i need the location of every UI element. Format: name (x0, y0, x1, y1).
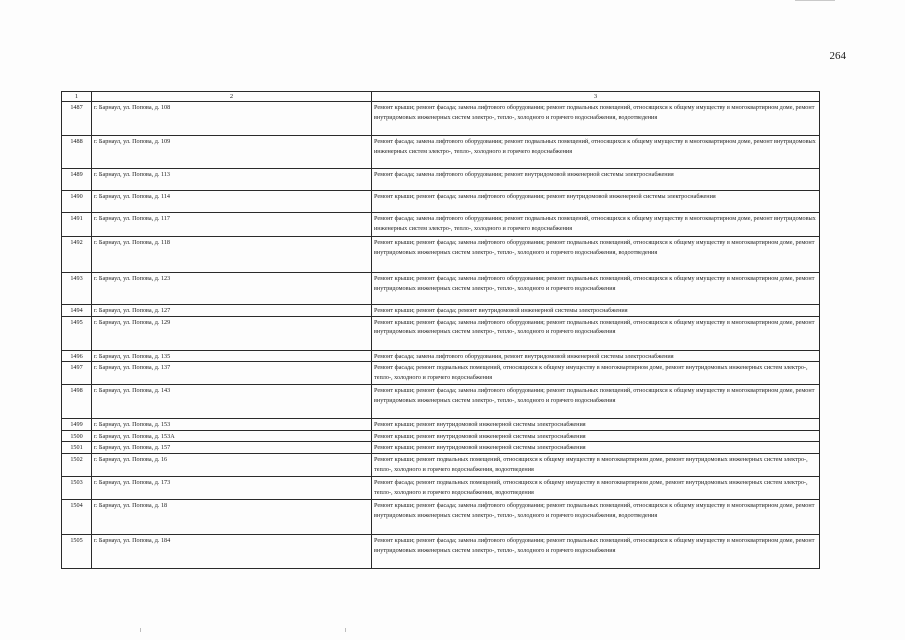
row-works: Ремонт крыши; ремонт фасада; замена лифтового оборудования; ремонт подвальных помещений, относящихся к общему имуществу в многоквартирном доме, ремонт внутридомовых инженерных систем электро-, тепло-, холодного и горячего водоснабжения (372, 316, 820, 350)
row-works: Ремонт фасада; ремонт подвальных помещений, относящихся к общему имуществу в многоквартирном доме, ремонт внутридомовых инженерных систем электро-, тепло-, холодного и горячего водоснабжения, водоотведения (372, 476, 820, 499)
row-works: Ремонт крыши; ремонт фасада; замена лифтового оборудования; ремонт подвальных помещений, относящихся к общему имуществу в многоквартирном доме, ремонт внутридомовых инженерных систем электро-, тепло-, холодного и горячего водоснабжения, водоотведения (372, 499, 820, 534)
header-col-2: 2 (92, 92, 372, 102)
table-row (62, 442, 820, 454)
table-row (62, 316, 820, 350)
row-works: Ремонт крыши; ремонт внутридомовой инженерной системы электроснабжения (372, 430, 820, 442)
scan-edge-mark (795, 0, 835, 1)
row-address: г. Барнаул, ул. Попова, д. 18 (92, 499, 372, 534)
bottom-scan-marks (0, 628, 905, 636)
row-number: 1502 (62, 453, 92, 476)
table-row (62, 362, 820, 385)
row-number: 1500 (62, 430, 92, 442)
scan-tick (345, 628, 346, 632)
table-header-row (62, 92, 820, 102)
table-row (62, 237, 820, 273)
table-row (62, 419, 820, 431)
row-number: 1491 (62, 213, 92, 237)
row-address: г. Барнаул, ул. Попова, д. 135 (92, 350, 372, 362)
table-row (62, 191, 820, 213)
row-works: Ремонт фасада; замена лифтового оборудования; ремонт подвальных помещений, относящихся к общему имуществу в многоквартирном доме, ремонт внутридомовых инженерных систем электро-, тепло-, холодного и горячего водоснабжения (372, 136, 820, 169)
row-works: Ремонт крыши; ремонт подвальных помещений, относящихся к общему имуществу в многоквартирном доме, ремонт внутридомовых инженерных систем электро-, тепло-, холодного и горячего водоснабжения, водоотведения (372, 453, 820, 476)
row-number: 1494 (62, 305, 92, 317)
table-row (62, 385, 820, 419)
row-number: 1499 (62, 419, 92, 431)
header-col-3: 3 (372, 92, 820, 102)
table-row (62, 305, 820, 317)
table-row (62, 169, 820, 191)
row-works: Ремонт крыши; ремонт фасада; замена лифтового оборудования; ремонт подвальных помещений, относящихся к общему имуществу в многоквартирном доме, ремонт внутридомовых инженерных систем электро-, тепло-, холодного и горячего водоснабжения (372, 534, 820, 568)
table-row (62, 499, 820, 534)
row-address: г. Барнаул, ул. Попова, д. 153А (92, 430, 372, 442)
row-address: г. Барнаул, ул. Попова, д. 108 (92, 102, 372, 136)
table-row (62, 136, 820, 169)
row-number: 1492 (62, 237, 92, 273)
row-address: г. Барнаул, ул. Попова, д. 137 (92, 362, 372, 385)
row-address: г. Барнаул, ул. Попова, д. 118 (92, 237, 372, 273)
row-works: Ремонт крыши; ремонт фасада; замена лифтового оборудования; ремонт подвальных помещений, относящихся к общему имуществу в многоквартирном доме, ремонт внутридомовых инженерных систем электро-, тепло-, холодного и горячего водоснабжения (372, 385, 820, 419)
table-row (62, 430, 820, 442)
row-number: 1496 (62, 350, 92, 362)
header-col-1: 1 (62, 92, 92, 102)
row-address: г. Барнаул, ул. Попова, д. 157 (92, 442, 372, 454)
housing-repair-table (61, 91, 820, 569)
row-address: г. Барнаул, ул. Попова, д. 109 (92, 136, 372, 169)
page-number: 264 (829, 50, 846, 62)
row-number: 1504 (62, 499, 92, 534)
scan-tick (140, 628, 141, 632)
row-number: 1501 (62, 442, 92, 454)
row-address: г. Барнаул, ул. Попова, д. 129 (92, 316, 372, 350)
row-works: Ремонт фасада; замена лифтового оборудования; ремонт внутридомовой инженерной системы электроснабжения (372, 169, 820, 191)
table-row (62, 213, 820, 237)
table-row (62, 350, 820, 362)
row-address: г. Барнаул, ул. Попова, д. 123 (92, 273, 372, 305)
row-number: 1495 (62, 316, 92, 350)
row-address: г. Барнаул, ул. Попова, д. 153 (92, 419, 372, 431)
row-address: г. Барнаул, ул. Попова, д. 16 (92, 453, 372, 476)
row-works: Ремонт крыши; ремонт фасада; замена лифтового оборудования; ремонт внутридомовой инженерной системы электроснабжения (372, 191, 820, 213)
row-address: г. Барнаул, ул. Попова, д. 143 (92, 385, 372, 419)
row-number: 1497 (62, 362, 92, 385)
table-row (62, 476, 820, 499)
row-works: Ремонт фасада; ремонт подвальных помещений, относящихся к общему имуществу в многоквартирном доме, ремонт внутридомовых инженерных систем электро-, тепло-, холодного и горячего водоснабжения (372, 362, 820, 385)
table-row (62, 534, 820, 568)
row-address: г. Барнаул, ул. Попова, д. 114 (92, 191, 372, 213)
row-works: Ремонт крыши; ремонт фасада; замена лифтового оборудования; ремонт подвальных помещений, относящихся к общему имуществу в многоквартирном доме, ремонт внутридомовых инженерных систем электро-, тепло-, холодного и горячего водоснабжения, водоотведения (372, 237, 820, 273)
row-address: г. Барнаул, ул. Попова, д. 117 (92, 213, 372, 237)
row-works: Ремонт фасада; замена лифтового оборудования, ремонт внутридомовой инженерной системы электроснабжения (372, 350, 820, 362)
row-number: 1505 (62, 534, 92, 568)
table-row (62, 453, 820, 476)
row-address: г. Барнаул, ул. Попова, д. 127 (92, 305, 372, 317)
row-number: 1489 (62, 169, 92, 191)
table-row (62, 273, 820, 305)
row-address: г. Барнаул, ул. Попова, д. 113 (92, 169, 372, 191)
row-number: 1487 (62, 102, 92, 136)
table-row (62, 102, 820, 136)
row-number: 1488 (62, 136, 92, 169)
row-address: г. Барнаул, ул. Попова, д. 184 (92, 534, 372, 568)
row-works: Ремонт крыши; ремонт внутридомовой инженерной системы электроснабжения (372, 419, 820, 431)
row-works: Ремонт фасада; замена лифтового оборудования; ремонт подвальных помещений, относящихся к общему имуществу в многоквартирном доме, ремонт внутридомовых инженерных систем электро-, тепло-, холодного и горячего водоснабжения (372, 213, 820, 237)
row-works: Ремонт крыши; ремонт фасада; ремонт внутридомовой инженерной системы электроснабжения (372, 305, 820, 317)
row-number: 1503 (62, 476, 92, 499)
row-works: Ремонт крыши; ремонт внутридомовой инженерной системы электроснабжения (372, 442, 820, 454)
row-works: Ремонт крыши; ремонт фасада; замена лифтового оборудования; ремонт подвальных помещений, относящихся к общему имуществу в многоквартирном доме, ремонт внутридомовых инженерных систем электро-, тепло-, холодного и горячего водоснабжения (372, 273, 820, 305)
row-works: Ремонт крыши; ремонт фасада; замена лифтового оборудования; ремонт подвальных помещений, относящихся к общему имуществу в многоквартирном доме, ремонт внутридомовых инженерных систем электро-, тепло-, холодного и горячего водоснабжения, водоотведения (372, 102, 820, 136)
row-number: 1490 (62, 191, 92, 213)
row-address: г. Барнаул, ул. Попова, д. 173 (92, 476, 372, 499)
row-number: 1498 (62, 385, 92, 419)
row-number: 1493 (62, 273, 92, 305)
